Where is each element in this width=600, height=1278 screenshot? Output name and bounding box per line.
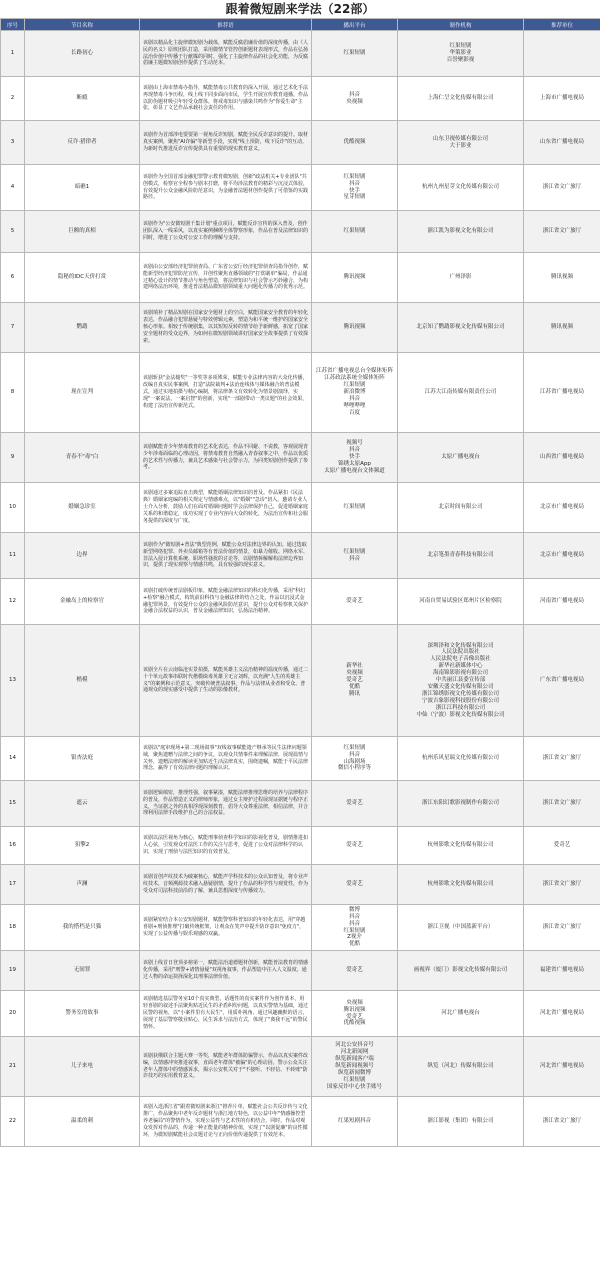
recommendation-table xyxy=(0,18,600,1147)
cell-program-name: 遮云 xyxy=(25,781,140,827)
cell-recommending-unit: 上海市广播电视局 xyxy=(524,77,600,121)
cell-producer: 浙江卫视（中国蓝新平台） xyxy=(398,905,524,951)
table-row xyxy=(1,253,600,303)
cell-recommendation: 该剧打破传统普法剧板印象，赋能金融法律知识的科幻化传播，采用"科幻+检察"融合模式，构筑前沿科技与金融法律的结合之处，作品以沉浸式金融犯罪场景，有效提升公众的金融风险防范意识，提升公众对检察机关保护金融合法权益的认识，普及金融法律知识，弘扬法治精神。 xyxy=(140,579,312,625)
cell-producer: 浙江东阳幻歌影视制作有限公司 xyxy=(398,781,524,827)
cell-recommendation: 该剧作为"微短剧+普法"典型范例，赋能公众对法律边界的认知。通过选取新型网络犯罪、外卖员邮箱等有普法价值的情景，如暴力催收、网络水军、非法入侵计算机系统、职场性骚扰的讨论等，以剧情拆解解构法律边界知识，提供了现实观察与情感共鸣，具有较强的现实意义。 xyxy=(140,533,312,579)
cell-recommendation: 该剧以精品化主旋律微短剧为载体，赋能反腐倡廉价值的深度传播，由《人民的名义》原班团队打造，采用微情节管控创新题材表现形式，作品在弘扬法治价值中传播于行献媒的同时，强化了主旋律作品的社会化功能，为反腐倡廉主题微短剧创作提供了生动范本。 xyxy=(140,31,312,77)
cell-program-name: 巨额的真相 xyxy=(25,211,140,253)
cell-producer: 杭州影歌文化传媒有限公司 xyxy=(398,865,524,905)
cell-producer: 北京知了鹦鹉影视文化传媒有限公司 xyxy=(398,303,524,353)
cell-recommending-unit: 浙江省文广旅厅 xyxy=(524,211,600,253)
cell-producer: 画视界（厦门）影视文化传媒有限公司 xyxy=(398,951,524,991)
cell-platform: 爱奇艺 xyxy=(312,827,398,865)
cell-number: 6 xyxy=(1,253,25,303)
table-row xyxy=(1,781,600,827)
cell-platform: 央视频 腾讯视频 爱奇艺 优酷视频 xyxy=(312,991,398,1037)
cell-number: 12 xyxy=(1,579,25,625)
cell-platform: 爱奇艺 xyxy=(312,865,398,905)
cell-producer: 山东卫视传媒有限公司 大于影业 xyxy=(398,121,524,165)
cell-program-name: 鹦鹉 xyxy=(25,303,140,353)
cell-platform: 红果短剧 抖音 山海剧场 微信小程序等 xyxy=(312,737,398,781)
cell-number: 11 xyxy=(1,533,25,579)
cell-recommending-unit: 爱奇艺 xyxy=(524,827,600,865)
cell-recommendation: 该剧首创声纹技术为破案核心，赋能声学科技术的公众认知普及，将专业声纹技术，音频溯源技术融入悬疑剧情，提升了作品的科学性与观赏性，作为受众对司法科技前沿的了解，兼具思想深度与传播效力。 xyxy=(140,865,312,905)
header-platform: 播出平台 xyxy=(312,19,398,31)
cell-recommending-unit: 北京市广播电视局 xyxy=(524,533,600,579)
cell-recommendation: 该剧上线首日登顶多榜第一，赋能法治道德题材创新，赋能普法教育的情感化传播，采用"刑警+诸情悬疑"双视角叙事，作品塑造中注入人文温度，通过人物的命运抉择深化其刑事法律价值。 xyxy=(140,951,312,991)
cell-recommending-unit: 浙江省文广旅厅 xyxy=(524,1097,600,1147)
cell-number: 20 xyxy=(1,991,25,1037)
table-row xyxy=(1,165,600,211)
cell-number: 8 xyxy=(1,353,25,433)
cell-platform: 江苏省广播电视总台全媒体矩阵 江苏政法系统全媒体矩阵 红果短剧 新浪微博 抖音 哔哩哔哩 百度 xyxy=(312,353,398,433)
table-row xyxy=(1,1097,600,1147)
cell-recommending-unit: 腾讯视频 xyxy=(524,303,600,353)
table-row xyxy=(1,121,600,165)
cell-recommending-unit: 广东省广播电视局 xyxy=(524,625,600,737)
cell-recommending-unit: 山西省广播电视局 xyxy=(524,433,600,483)
cell-platform: 新华社 央视频 爱奇艺 优酷 腾讯 xyxy=(312,625,398,737)
cell-recommending-unit: 浙江省文广旅厅 xyxy=(524,865,600,905)
cell-number: 7 xyxy=(1,303,25,353)
cell-recommending-unit: 北京市广播电视局 xyxy=(524,483,600,533)
cell-number: 16 xyxy=(1,827,25,865)
cell-producer: 浙江凯为影视文化有限公司 xyxy=(398,211,524,253)
cell-program-name: 无间罪 xyxy=(25,951,140,991)
cell-program-name: 楷模 xyxy=(25,625,140,737)
cell-producer: 太原广播电视台 xyxy=(398,433,524,483)
table-row xyxy=(1,77,600,121)
cell-platform: 红果短剧抖音 xyxy=(312,1097,398,1147)
header-program-name: 节目名称 xyxy=(25,19,140,31)
table-row xyxy=(1,353,600,433)
cell-platform: 抖音 央视频 xyxy=(312,77,398,121)
cell-recommendation: 该剧由上海市禁毒办指导，赋能禁毒公共教育的深入开展，通过艺术化手法再现禁毒斗争历程，线上线下同步面向市民，学生开展宣传教育通播。作品以防伪题材吸引年轻受众群体，将戒毒知识与感染共鸣作为"你爱生命"主张，彰显了文艺作品承载社会责任的作用。 xyxy=(140,77,312,121)
table-row xyxy=(1,951,600,991)
cell-program-name: 温柔的刺 xyxy=(25,1097,140,1147)
table-row xyxy=(1,579,600,625)
cell-number: 3 xyxy=(1,121,25,165)
cell-recommending-unit: 浙江省文广旅厅 xyxy=(524,781,600,827)
cell-program-name: 边界 xyxy=(25,533,140,579)
cell-recommendation: 该剧全片在云南临沧实景拍摄，赋能英雄主义法治精神的温度传播，通过二十个单元故事串联时代楷模缉毒英雄卫无言刘辉，以充满"人生的英雄主义"的案例和示范意义，突破传统普法叙事，作品与法律从业者和受众、普通观众的现实感受中提供了生动的影像教材。 xyxy=(140,625,312,737)
table-row xyxy=(1,433,600,483)
cell-number: 9 xyxy=(1,433,25,483)
cell-producer: 杭州影歌文化传媒有限公司 xyxy=(398,827,524,865)
table-row xyxy=(1,303,600,353)
cell-platform: 优酷视频 xyxy=(312,121,398,165)
table-row xyxy=(1,211,600,253)
cell-platform: 红果短剧 xyxy=(312,31,398,77)
cell-recommendation: 该剧以法医视角为核心，赋能刑事侦查科学知识的影视化普及，剧情推进扣人心弦，引发观众对法医工作的关注与思考，促进了公众对法律科学的认识，实现了刑侦与法医知识的有效普及。 xyxy=(140,827,312,865)
cell-platform: 爱奇艺 xyxy=(312,579,398,625)
header-producer: 制作机构 xyxy=(398,19,524,31)
table-row xyxy=(1,533,600,579)
cell-number: 1 xyxy=(1,31,25,77)
cell-recommending-unit: 江苏省广播电视局 xyxy=(524,353,600,433)
cell-recommendation: 该剧紧密结合本公安短剧题材，赋能警察科普知识的年轻化表达，用"穿越喜剧+刑侦推理"打破传统框架，让观众在笑声中提升防诈意识"免疫力"，实现了公益传播与娱乐观感的双赢。 xyxy=(140,905,312,951)
cell-number: 5 xyxy=(1,211,25,253)
cell-platform: 红果短剧 xyxy=(312,483,398,533)
cell-platform: 爱奇艺 xyxy=(312,781,398,827)
cell-platform: 红果短剧 xyxy=(312,211,398,253)
cell-number: 17 xyxy=(1,865,25,905)
cell-platform: 红果短剧 抖音 快手 星芽短剧 xyxy=(312,165,398,211)
cell-producer: 江苏大江南传媒有限责任公司 xyxy=(398,353,524,433)
cell-recommendation: 该剧作为"公安微短剧千集计划"重点项目，赋能反诈宣传的深入普及，创作团队深入一线采风，以真实案例捆绑全体警察形象，作品在普及法律知识的同时，增进了公众对公安工作的理解与支持。 xyxy=(140,211,312,253)
table-row xyxy=(1,483,600,533)
cell-number: 14 xyxy=(1,737,25,781)
cell-platform: 视频号 抖音 快手 锦绣太原App 太原广播电视台文体频道 xyxy=(312,433,398,483)
cell-number: 13 xyxy=(1,625,25,737)
cell-producer: 杭州乐风星瑞文化传媒有限公司 xyxy=(398,737,524,781)
table-row xyxy=(1,1037,600,1097)
cell-program-name: 反诈·猎律者 xyxy=(25,121,140,165)
table-row xyxy=(1,737,600,781)
cell-platform: 腾讯视频 xyxy=(312,253,398,303)
cell-program-name: 断瘾 xyxy=(25,77,140,121)
cell-program-name: 银杏法庭 xyxy=(25,737,140,781)
cell-recommendation: 该剧作为全国首部金融犯罪警示教育微短剧，创新"政法机关+专业团队"共创模式，检察官全程参与剧本打磨，将平均涉法教育的精彩与沉浸式体验，有效提升公众金融风险防范意识，为金融普法题材创作提供了可借鉴的实践路径。 xyxy=(140,165,312,211)
cell-program-name: 狙擎2 xyxy=(25,827,140,865)
cell-program-name: 暗礁1 xyxy=(25,165,140,211)
cell-recommending-unit: 河南省广播电视局 xyxy=(524,579,600,625)
table-row xyxy=(1,991,600,1037)
cell-number: 21 xyxy=(1,1037,25,1097)
cell-producer: 杭州九州星芽文化传媒有限公司 xyxy=(398,165,524,211)
table-row xyxy=(1,865,600,905)
header-recommending-unit: 推荐单位 xyxy=(524,19,600,31)
cell-recommendation: 该剧赋能青少年禁毒教育的艺术化表达，作品不回避、不说教，客观展现青少年涉毒面临的心理动因，将禁毒教育自然融入青春叙事之中，作品以优质的艺术性与传播力，兼具艺术感染与社会警示力，为同类短剧创作提供了参考。 xyxy=(140,433,312,483)
cell-producer: 浙江影视（集团）有限公司 xyxy=(398,1097,524,1147)
cell-program-name: 长路初心 xyxy=(25,31,140,77)
cell-program-name: 金融岛上的检察官 xyxy=(25,579,140,625)
table-header-row xyxy=(1,19,600,31)
cell-recommendation: 该剧作为首部涉电要要第一视角反诈短剧，赋能全民反诈意识的提升。取材真实案例，聚焦"AI诈骗"等新型手段，实现"线上预防，线下反诈"的互动，为新时代推进反诈宣传提供具有重要的现实教育意义。 xyxy=(140,121,312,165)
cell-platform: 微博 抖音 抖音 红果短剧 Z视介 优酷 xyxy=(312,905,398,951)
cell-producer: 北京笔墨青春科技有限公司 xyxy=(398,533,524,579)
cell-recommendation: 该剧以"庭审现场+第二现场叙事"双线叙事赋能遗产继承等民生法律问题领域，聚焦遗赠与法律之间的争议，以观众共情事件来理解法律，展现温情与关怀，遗赠法律的解读更加贴近生活法律真实，围绕遗嘱，赋能于平民法律理念，赢得了有效法律问题的理解认识。 xyxy=(140,737,312,781)
cell-recommending-unit xyxy=(524,31,600,77)
cell-recommending-unit: 浙江省文广旅厅 xyxy=(524,905,600,951)
cell-program-name: 青春不"毒"白 xyxy=(25,433,140,483)
table-row xyxy=(1,31,600,77)
cell-producer: 河北广播电视台 xyxy=(398,991,524,1037)
cell-number: 4 xyxy=(1,165,25,211)
cell-program-name: 声澜 xyxy=(25,865,140,905)
cell-recommendation: 该剧逻辑缜密，推理性强，叙事紧凑，赋能法律推理思维的培养与法律程序的普及，作品塑造正义的律师形象，通过女主辩护过程展现证据链与程序正义，当证据之外的真相浮现深刻教育，倡导大众尊重法律，相信法律，并合理利用法律手段维护自己的合法权益。 xyxy=(140,781,312,827)
cell-program-name: 我的搭档是只猫 xyxy=(25,905,140,951)
cell-producer: 河南自贸易试验区郑州片区检察院 xyxy=(398,579,524,625)
cell-recommendation: 该剧精选基层警务室10个真实典型、话题性的真实案件作为创作蓝本，用轻喜剧的叙述手法聚焦贴近民生的矛盾纠纷问题，以真实警情为基础，通过民警的视角，以"小案件里有大民生"，用质朴视角、通过风趣幽默的语言，展现了基层警察敬业贴心，民生诉求与法治方式，体现了"离我不远"的警民情怀。 xyxy=(140,991,312,1037)
cell-program-name: 儿子来电 xyxy=(25,1037,140,1097)
cell-producer: 上海仁呈文化传媒有限公司 xyxy=(398,77,524,121)
cell-producer: 红果短剧 华策影业 百誉聚影视 xyxy=(398,31,524,77)
cell-number: 10 xyxy=(1,483,25,533)
cell-program-name: 隐秘的IDC天价打赏 xyxy=(25,253,140,303)
cell-recommending-unit: 浙江省文广旅厅 xyxy=(524,737,600,781)
cell-recommending-unit: 腾讯视频 xyxy=(524,253,600,303)
cell-recommending-unit: 河北省广播电视局 xyxy=(524,1037,600,1097)
table-row xyxy=(1,625,600,737)
header-recommendation: 推荐语 xyxy=(140,19,312,31)
cell-recommendation: 该剧获俄联合主题大赛一等奖，赋能老年群体防骗警示，作品以真实案件改编，以情感冲突推进叙事，直面老年群体"被骗"的心理动因，警示公众关注老年人群体中的情感诉求，揭示公安机关对于"不接听、不轻信、不转账"防诈技巧的实用教育意义。 xyxy=(140,1037,312,1097)
cell-platform: 红果短剧 抖音 xyxy=(312,533,398,579)
cell-recommendation: 该剧通过多案追踪直击典型，赋能婚姻法律知识的普及。作品紧扣《民法典》婚姻家庭编的相关规定与情感难点，以"婚姻""急诊"切入，邀请专业人士介入分析，鼓励人们在面对婚姻问题时学会法律保护自己，促进婚姻家庭关系的和谐稳定，成功实现了专业内容向大众的转化，为法治宣传和社会服务提供的深度与广度。 xyxy=(140,483,312,533)
cell-number: 22 xyxy=(1,1097,25,1147)
cell-platform: 爱奇艺 xyxy=(312,951,398,991)
cell-program-name: 现在宣判 xyxy=(25,353,140,433)
cell-platform: 腾讯视频 xyxy=(312,303,398,353)
cell-producer: 纵览（河北）传媒有限公司 xyxy=(398,1037,524,1097)
cell-recommendation: 该剧斩获"金法槌奖"一等奖等多项殊荣，赋能专业法律内容的大众化传播，改编自真实民事案例，打造"法院裁判+法治连线体与媒体融合的普法模式，通过实地拍摄与精心编制，将法律条文有效转化为情景剧演绎，实现"一案说法，一案启智"的创新，实现"一部剧带动一类议题"的社会效果，构建了法治宣传新范式。 xyxy=(140,353,312,433)
table-row xyxy=(1,827,600,865)
cell-producer: 北京时间有限公司 xyxy=(398,483,524,533)
page-title: 跟着微短剧来学法（22部） xyxy=(0,0,600,18)
cell-recommendation: 该剧填补了精品短剧在国家安全题材上的空白，赋能国家安全教育的年轻化表达，作品融合犯罪悬疑与特效剪辑元素，塑造为和平统一维护的国家安全核心形象。相较于传统剧集，以其短短反转的情节给予新鲜感，拓宽了国家安全题材的受众边界，为如何在微短剧领域讲好国家安全故事提供了有效探索。 xyxy=(140,303,312,353)
cell-program-name: 警务室的故事 xyxy=(25,991,140,1037)
cell-recommending-unit: 河北省广播电视局 xyxy=(524,991,600,1037)
cell-number: 15 xyxy=(1,781,25,827)
cell-platform: 河北公安抖音号 河北新闻网 纵览新闻客户端 纵览新闻视频号 纵览新闻微博 红果短剧 国家反诈中心快手账号 xyxy=(312,1037,398,1097)
cell-producer: 广州泽影 xyxy=(398,253,524,303)
cell-number: 2 xyxy=(1,77,25,121)
cell-recommending-unit: 浙江省文广旅厅 xyxy=(524,165,600,211)
table-row xyxy=(1,905,600,951)
cell-recommendation: 该剧由公安部经济犯罪侦查局、广东省公安厅经济犯罪侦查局指导创作，赋能新型经济犯罪防范宣传，并创性聚焦直播领域的"打赏刷单"骗局，作品通过精心设计的情节推动与角色塑造，将法律知识与社会警示巧妙融合，为构建网络法治环境，推进普法精品微短剧领域重大问题化传播力的优秀示范。 xyxy=(140,253,312,303)
header-number: 序号 xyxy=(1,19,25,31)
cell-number: 19 xyxy=(1,951,25,991)
cell-recommending-unit: 山东省广播电视局 xyxy=(524,121,600,165)
cell-producer: 深圳泽和文化传媒有限公司 人民法院出版社 人民法院电子音像出版社 新华社新媒体中心 海南锦影影视有限公司 中共丽江县委宣传部 安徽天盛文化传媒有限公司 浙江锦绣影视文化传媒有限公司 宁波吉象影视科技股份有限公司 浙江江科技有限公司 中仙（宁波）影视文化传媒有限公司 xyxy=(398,625,524,737)
cell-number: 18 xyxy=(1,905,25,951)
cell-recommending-unit: 福建省广播电视局 xyxy=(524,951,600,991)
cell-program-name: 婚姻急诊室 xyxy=(25,483,140,533)
cell-recommendation: 该剧入选浙江省"跟着微短剧来浙江"推荐片单，赋能社会公共反诈传与文化推广，作品聚焦中老年反诈题材与浙江地方特色，以公益中年"情感操控型养老骗局"的警情作为，实现公益性与艺术性的有机结合，同时，作品对观众发挥对作品的，传递一种正能量的精神价值，实现了"以剧促廉"的良性循环，为微短剧赋能社会议题讨论与正向价值传递提供了有效范本。 xyxy=(140,1097,312,1147)
